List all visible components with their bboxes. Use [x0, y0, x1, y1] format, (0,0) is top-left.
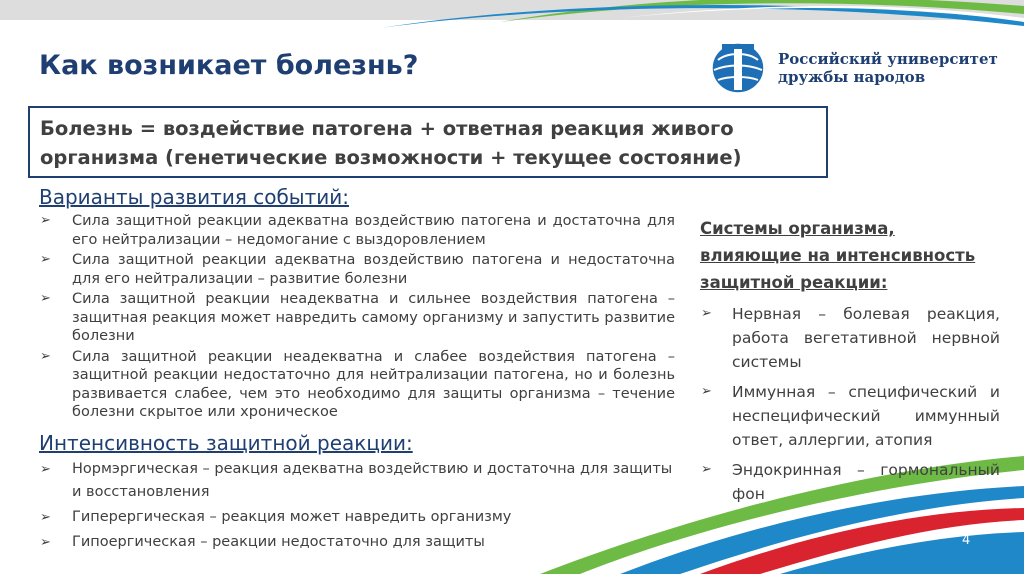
arrowhead-bullet-icon: ➢: [701, 462, 712, 477]
definition-line-1: Болезнь = воздействие патогена + ответная реакция живого: [40, 117, 734, 140]
arrowhead-bullet-icon: ➢: [40, 252, 51, 267]
arrowhead-bullet-icon: ➢: [40, 509, 51, 525]
right-column: [700, 215, 1000, 512]
definition-line-2: организма (генетические возможности + текущее состояние): [40, 146, 742, 169]
systems-heading-line-2: влияющие на интенсивность: [700, 246, 976, 265]
list-item-text: Эндокринная – гормональный фон: [732, 461, 1000, 503]
logo-line-1: Российский университет: [778, 50, 998, 68]
definition-box: [28, 106, 828, 178]
university-name: [778, 50, 998, 86]
intensity-list: [39, 458, 675, 554]
systems-heading-line-1: Системы организма,: [700, 219, 895, 238]
systems-heading: [700, 215, 1000, 296]
list-item-text: Иммунная – специфический и неспецифический иммунный ответ, аллергии, атопия: [732, 383, 1000, 449]
left-column: [39, 184, 675, 556]
list-item-text: Гипоергическая – реакции недостаточно для защиты: [72, 533, 485, 550]
list-item-text: Сила защитной реакции адекватна воздействию патогена и достаточна для его нейтрализации – недомогание с выздоровлением: [72, 213, 675, 248]
list-item: [39, 348, 675, 422]
globe-emblem-icon: [708, 40, 770, 96]
arrowhead-bullet-icon: ➢: [701, 384, 712, 399]
list-item: [700, 458, 1000, 506]
slide-title: Как возникает болезнь?: [39, 50, 419, 81]
university-logo: [708, 40, 998, 96]
systems-heading-line-3: защитной реакции:: [700, 273, 888, 292]
list-item-text: Нервная – болевая реакция, работа вегетативной нервной системы: [732, 305, 1000, 371]
intensity-heading: Интенсивность защитной реакции:: [39, 430, 413, 455]
logo-line-2: дружбы народов: [778, 68, 926, 86]
list-item-text: Гиперергическая – реакция может навредить организму: [72, 508, 512, 525]
list-item: [700, 302, 1000, 374]
arrowhead-bullet-icon: ➢: [40, 291, 51, 306]
variants-heading: Варианты развития событий:: [39, 185, 349, 209]
list-item: [39, 531, 675, 554]
list-item: [39, 212, 675, 249]
arrowhead-bullet-icon: ➢: [40, 213, 51, 228]
arrowhead-bullet-icon: ➢: [701, 306, 712, 321]
page-number: 4: [962, 533, 971, 548]
arrowhead-bullet-icon: ➢: [40, 534, 51, 550]
systems-list: [700, 302, 1000, 506]
variants-list: [39, 212, 675, 422]
list-item-text: Сила защитной реакции неадекватна и сильнее воздействия патогена – защитная реакция может навредить самому организму и запустить развитие болезни: [72, 291, 675, 344]
list-item: [39, 458, 675, 504]
list-item: [39, 290, 675, 346]
list-item: [39, 506, 675, 529]
arrowhead-bullet-icon: ➢: [40, 348, 51, 364]
list-item: [39, 251, 675, 288]
list-item-text: Нормэргическая – реакция адекватна воздействию и достаточна для защиты и восстановления: [72, 460, 673, 500]
list-item-text: Сила защитной реакции неадекватна и слабее воздействия патогена – защитной реакции недостаточно для нейтрализации патогена, но и болезнь развивается слабее, чем это необходимо для защиты организма – течение болезни скрытое или хроническое: [72, 348, 675, 420]
list-item-text: Сила защитной реакции адекватна воздействию патогена и недостаточна для его нейтрализации – развитие болезни: [72, 252, 675, 287]
list-item: [700, 380, 1000, 452]
arrowhead-bullet-icon: ➢: [40, 461, 51, 477]
